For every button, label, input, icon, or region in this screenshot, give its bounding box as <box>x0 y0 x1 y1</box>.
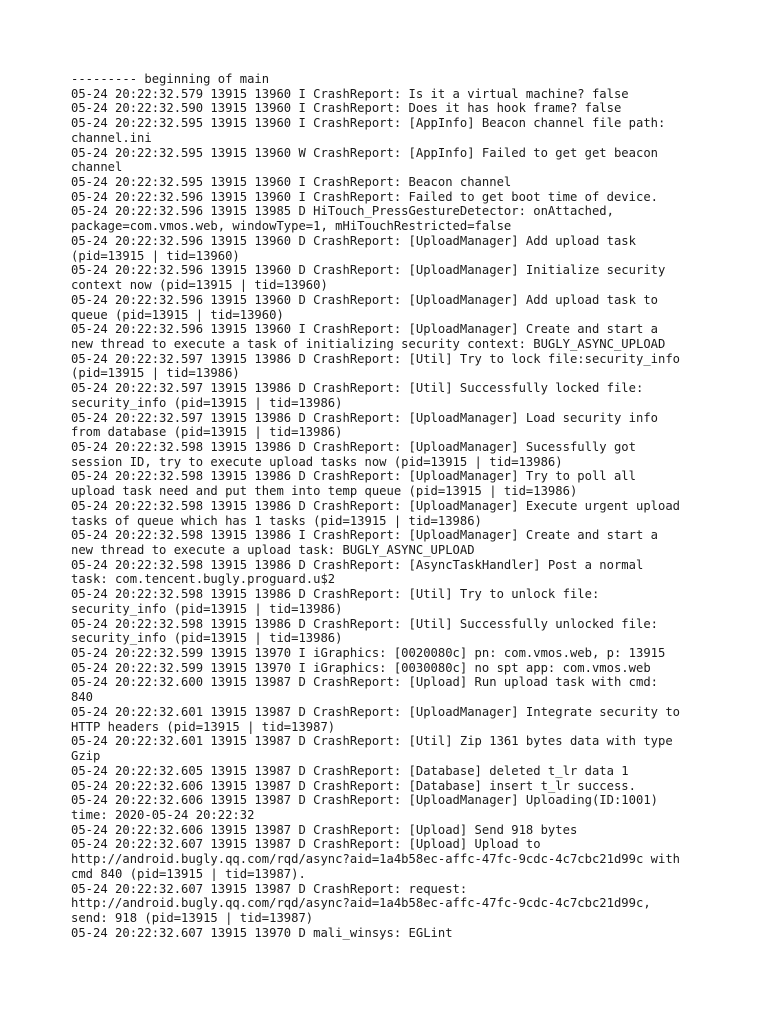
log-line: package=com.vmos.web, windowType=1, mHiTouchRestricted=false <box>71 219 512 234</box>
log-line: tasks of queue which has 1 tasks (pid=13915 | tid=13986) <box>71 513 482 528</box>
log-line: 05-24 20:22:32.590 13915 13960 I CrashReport: Does it has hook frame? false <box>71 101 622 116</box>
log-line: cmd 840 (pid=13915 | tid=13987). <box>71 866 306 881</box>
log-line: 05-24 20:22:32.606 13915 13987 D CrashReport: [Database] insert t_lr success. <box>71 778 636 793</box>
log-line: http://android.bugly.qq.com/rqd/async?aid=1a4b58ec-affc-47fc-9cdc-4c7cbc21d99c, <box>71 896 651 911</box>
log-line: http://android.bugly.qq.com/rqd/async?aid=1a4b58ec-affc-47fc-9cdc-4c7cbc21d99c with <box>71 852 681 867</box>
log-line: security_info (pid=13915 | tid=13986) <box>71 601 343 616</box>
log-line: 05-24 20:22:32.596 13915 13985 D HiTouch_PressGestureDetector: onAttached, <box>71 204 614 219</box>
log-line: (pid=13915 | tid=13960) <box>71 248 240 263</box>
log-line: session ID, try to execute upload tasks now (pid=13915 | tid=13986) <box>71 454 563 469</box>
log-line: 05-24 20:22:32.605 13915 13987 D CrashReport: [Database] deleted t_lr data 1 <box>71 763 629 778</box>
log-line: 05-24 20:22:32.598 13915 13986 I CrashReport: [UploadManager] Create and start a <box>71 528 658 543</box>
log-line: 840 <box>71 690 94 705</box>
log-line: new thread to execute a task of initializing security context: BUGLY_ASYNC_UPLOAD <box>71 336 666 351</box>
log-line: 05-24 20:22:32.595 13915 13960 I CrashReport: Beacon channel <box>71 175 512 190</box>
log-line: 05-24 20:22:32.596 13915 13960 D CrashReport: [UploadManager] Initialize security <box>71 263 666 278</box>
log-line: 05-24 20:22:32.596 13915 13960 I CrashReport: Failed to get boot time of device. <box>71 189 658 204</box>
log-line: 05-24 20:22:32.599 13915 13970 I iGraphics: [0020080c] pn: com.vmos.web, p: 13915 <box>71 646 666 661</box>
log-line: 05-24 20:22:32.607 13915 13970 D mali_winsys: EGLint <box>71 925 453 940</box>
log-line: 05-24 20:22:32.600 13915 13987 D CrashReport: [Upload] Run upload task with cmd: <box>71 675 658 690</box>
log-line: 05-24 20:22:32.607 13915 13987 D CrashReport: [Upload] Upload to <box>71 837 541 852</box>
log-line: 05-24 20:22:32.601 13915 13987 D CrashReport: [Util] Zip 1361 bytes data with type <box>71 734 673 749</box>
log-line: channel <box>71 160 123 175</box>
log-line: security_info (pid=13915 | tid=13986) <box>71 395 343 410</box>
log-line: new thread to execute a upload task: BUGLY_ASYNC_UPLOAD <box>71 543 475 557</box>
log-line: security_info (pid=13915 | tid=13986) <box>71 631 343 646</box>
log-line: queue (pid=13915 | tid=13960) <box>71 307 284 322</box>
log-line: 05-24 20:22:32.596 13915 13960 D CrashReport: [UploadManager] Add upload task <box>71 233 636 248</box>
log-line: 05-24 20:22:32.596 13915 13960 D CrashReport: [UploadManager] Add upload task to <box>71 292 658 307</box>
log-line: 05-24 20:22:32.596 13915 13960 I CrashReport: [UploadManager] Create and start a <box>71 322 658 337</box>
log-line: task: com.tencent.bugly.proguard.u$2 <box>71 572 336 587</box>
log-line: 05-24 20:22:32.598 13915 13986 D CrashReport: [Util] Try to unlock file: <box>71 587 600 602</box>
log-line: context now (pid=13915 | tid=13960) <box>71 278 328 293</box>
log-line: time: 2020-05-24 20:22:32 <box>71 807 255 822</box>
log-line: 05-24 20:22:32.598 13915 13986 D CrashReport: [Util] Successfully unlocked file: <box>71 616 658 631</box>
log-line: 05-24 20:22:32.595 13915 13960 I CrashReport: [AppInfo] Beacon channel file path: <box>71 116 666 131</box>
log-document <box>71 72 711 940</box>
log-line: 05-24 20:22:32.579 13915 13960 I CrashReport: Is it a virtual machine? false <box>71 86 629 101</box>
log-line: upload task need and put them into temp queue (pid=13915 | tid=13986) <box>71 484 578 499</box>
log-line: --------- beginning of main <box>71 72 270 86</box>
log-line: (pid=13915 | tid=13986) <box>71 366 240 381</box>
log-line: 05-24 20:22:32.597 13915 13986 D CrashReport: [Util] Try to lock file:security_info <box>71 351 681 366</box>
log-line: 05-24 20:22:32.597 13915 13986 D CrashReport: [Util] Successfully locked file: <box>71 381 644 396</box>
log-line: from database (pid=13915 | tid=13986) <box>71 425 343 440</box>
log-line: 05-24 20:22:32.599 13915 13970 I iGraphics: [0030080c] no spt app: com.vmos.web <box>71 660 651 675</box>
log-line: 05-24 20:22:32.601 13915 13987 D CrashReport: [UploadManager] Integrate security to <box>71 704 681 719</box>
log-line: 05-24 20:22:32.598 13915 13986 D CrashReport: [AsyncTaskHandler] Post a normal <box>71 557 644 572</box>
log-line: 05-24 20:22:32.606 13915 13987 D CrashReport: [Upload] Send 918 bytes <box>71 822 578 837</box>
log-line: 05-24 20:22:32.606 13915 13987 D CrashReport: [UploadManager] Uploading(ID:1001) <box>71 793 658 808</box>
log-line: 05-24 20:22:32.607 13915 13987 D CrashReport: request: <box>71 881 468 896</box>
log-line: Gzip <box>71 749 101 764</box>
log-line: 05-24 20:22:32.597 13915 13986 D CrashReport: [UploadManager] Load security info <box>71 410 658 425</box>
log-line: HTTP headers (pid=13915 | tid=13987) <box>71 719 336 734</box>
log-line: 05-24 20:22:32.598 13915 13986 D CrashReport: [UploadManager] Execute urgent upload <box>71 498 681 513</box>
log-line: channel.ini <box>71 130 152 145</box>
log-line: 05-24 20:22:32.595 13915 13960 W CrashReport: [AppInfo] Failed to get get beacon <box>71 145 658 160</box>
log-line: send: 918 (pid=13915 | tid=13987) <box>71 910 314 925</box>
log-line: 05-24 20:22:32.598 13915 13986 D CrashReport: [UploadManager] Sucessfully got <box>71 439 636 454</box>
log-line: 05-24 20:22:32.598 13915 13986 D CrashReport: [UploadManager] Try to poll all <box>71 469 636 484</box>
